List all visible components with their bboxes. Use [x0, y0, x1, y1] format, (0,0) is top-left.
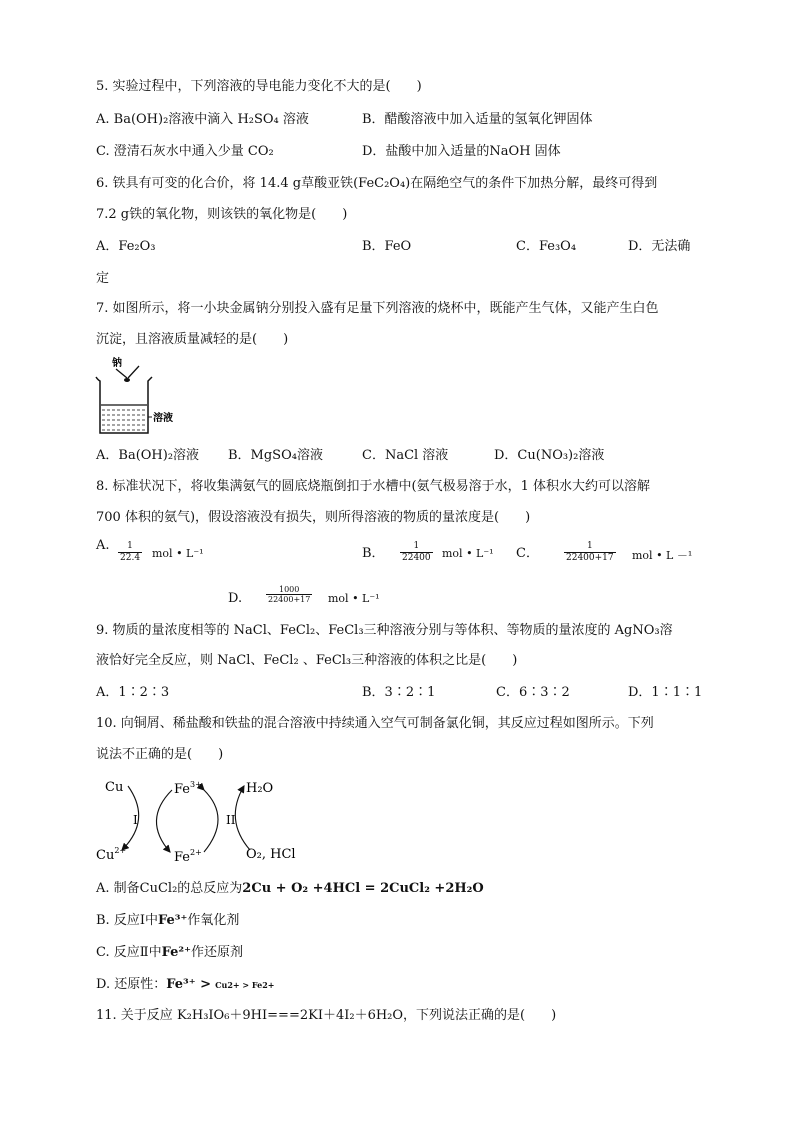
q8-option-b-fraction [400, 541, 433, 564]
q8-d-numerator: 1000 [278, 585, 300, 594]
q8-c-numerator: 1 [586, 541, 593, 551]
fe3-label: $Fe^{3+}$ [174, 780, 202, 797]
q8-a-numerator: 1 [127, 541, 133, 551]
q8-stem-line2: 700 体积的氨气)，假设溶液没有损失，则所得溶液的物质的量浓度是( ) [96, 510, 531, 525]
q8-a-denominator: 22.4 [120, 553, 141, 563]
q10-stem-line1: 10. 向铜屑、稀盐酸和铁盐的混合溶液中持续通入空气可制备氯化铜，其反应过程如图所示。下列 [96, 716, 654, 731]
reaction-ii-label: II [226, 813, 236, 827]
q10-a-equation: 2Cu + O₂ +4HCl = 2CuCl₂ +2H₂O [242, 881, 484, 896]
q8-b-numerator: 1 [413, 541, 420, 551]
q10-option-b [96, 912, 239, 930]
q8-option-b-label: B． [362, 546, 385, 561]
q6-stem-line2: 7.2 g铁的氧化物，则该铁的氧化物是( ) [96, 207, 348, 222]
q9-option-d: D．1∶1∶1 [628, 685, 703, 700]
q8-c-denominator: 22400+17 [566, 553, 614, 563]
q10-d-prefix: D. 还原性： [96, 977, 167, 992]
q9-option-c: C．6∶3∶2 [496, 685, 570, 700]
q7-option-a: A．Ba(OH)₂溶液 [96, 448, 200, 463]
q6-option-a: A．Fe₂O₃ [96, 239, 156, 254]
q8-option-c-label: C． [516, 546, 539, 561]
q10-c-prefix: C. 反应Ⅱ中 [96, 945, 162, 960]
q7-stem-line2: 沉淀，且溶液质量减轻的是( ) [96, 332, 289, 347]
q8-option-a-unit: mol • L⁻¹ [152, 547, 204, 560]
reaction-cycle-diagram [92, 772, 312, 868]
q6-option-b: B．FeO [362, 239, 412, 254]
q10-a-prefix: A. 制备CuCl₂的总反应为 [96, 881, 243, 896]
q7-option-d: D．Cu(NO₃)₂溶液 [494, 448, 605, 463]
q8-option-d-unit: mol • L⁻¹ [328, 592, 380, 605]
reaction-i-label: I [133, 813, 138, 827]
q8-option-a-fraction [118, 541, 142, 564]
q5-stem: 5. 实验过程中，下列溶液的导电能力变化不大的是( ) [96, 79, 422, 94]
q7-option-b: B．MgSO₄溶液 [228, 448, 323, 463]
q9-option-b: B．3∶2∶1 [362, 685, 436, 700]
q11-stem: 11. 关于反应 K₂H₃IO₆＋9HI===2KI＋4I₂＋6H₂O，下列说法正确的是( ) [96, 1008, 557, 1023]
q6-option-d-continued: 定 [96, 271, 110, 286]
h2o-label: H₂O [246, 781, 274, 796]
q7-option-c: C．NaCl 溶液 [362, 448, 449, 463]
q8-option-c-fraction [564, 541, 616, 564]
q5-option-b: B．醋酸溶液中加入适量的氢氧化钾固体 [362, 112, 593, 127]
q6-option-d: D．无法确 [628, 239, 691, 254]
q10-d-rest: Cu2+ > Fe2+ [215, 980, 275, 990]
q10-d-fe3: Fe³⁺ > [166, 977, 211, 992]
q8-b-denominator: 22400 [402, 553, 431, 563]
q9-stem-line2: 液恰好完全反应，则 NaCl、FeCl₂ 、FeCl₃三种溶液的体积之比是( ) [96, 653, 518, 668]
arrow-fe3-to-fe2 [156, 790, 172, 852]
q10-c-ion: Fe²⁺ [161, 945, 191, 960]
q10-b-suffix: 作氧化剂 [187, 913, 240, 928]
cu2-label: $Cu^{2+}$ [96, 846, 127, 863]
q10-stem-line2: 说法不正确的是( ) [96, 747, 224, 762]
q10-b-ion: Fe³⁺ [157, 913, 188, 928]
q5-option-d: D．盐酸中加入适量的NaOH 固体 [362, 144, 561, 159]
q10-c-suffix: 作还原剂 [190, 945, 243, 960]
q9-option-a: A．1∶2∶3 [96, 685, 170, 700]
q5-option-a: A. Ba(OH)₂溶液中滴入 H₂SO₄ 溶液 [96, 112, 309, 127]
sodium-label: 钠 [112, 358, 122, 369]
q8-option-d-fraction [266, 585, 312, 604]
q9-stem-line1: 9. 物质的量浓度相等的 NaCl、FeCl₂、FeCl₃三种溶液分别与等体积、等物质的量浓度的 AgNO₃溶 [96, 623, 673, 638]
q8-d-denominator: 22400+17 [268, 595, 311, 604]
beaker-diagram [94, 353, 194, 441]
solution-label: 溶液 [153, 413, 173, 424]
q6-option-c: C．Fe₃O₄ [516, 239, 577, 254]
q8-stem-line1: 8. 标准状况下，将收集满氨气的圆底烧瓶倒扣于水槽中(氨气极易溶于水，1 体积水大约可以溶解 [96, 479, 651, 494]
q8-option-c-unit: mol • L －¹ [632, 549, 693, 562]
q5-option-c: C. 澄清石灰水中通入少量 CO₂ [96, 144, 274, 159]
q7-stem-line1: 7. 如图所示，将一小块金属钠分别投入盛有足量下列溶液的烧杯中，既能产生气体，又能产生白色 [96, 301, 659, 316]
q10-b-prefix: B. 反应Ⅰ中 [96, 913, 158, 928]
q6-stem-line1: 6. 铁具有可变的化合价，将 14.4 g草酸亚铁(FeC₂O₄)在隔绝空气的条件下加热分解，最终可得到 [96, 176, 658, 191]
q8-option-d-label: D. [228, 591, 243, 606]
cu-label: Cu [105, 780, 124, 795]
fe2-label: $Fe^{2+}$ [174, 848, 202, 865]
o2-hcl-label: O₂, HCl [246, 847, 296, 862]
q8-option-a-label: A. [96, 538, 110, 553]
q10-option-a [96, 880, 484, 898]
q10-option-c [96, 944, 243, 962]
arrow-fe2-to-fe3 [204, 790, 218, 852]
q8-option-b-unit: mol • L⁻¹ [442, 547, 494, 560]
q10-option-d [96, 976, 274, 994]
